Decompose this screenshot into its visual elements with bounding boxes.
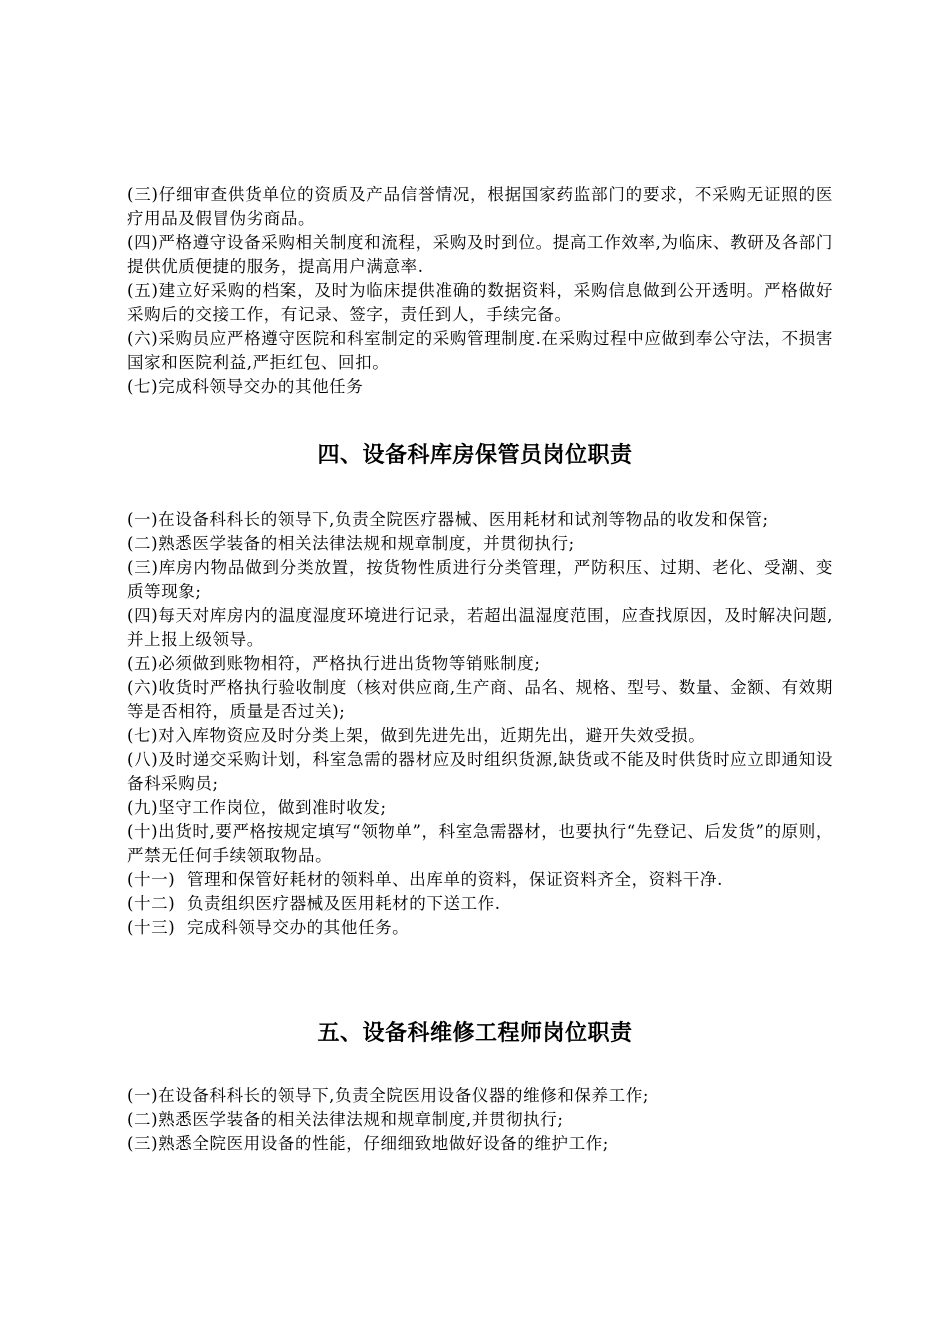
- warehouse-keeper-duties-list: [127, 508, 833, 940]
- duty-item: (七)完成科领导交办的其他任务: [127, 377, 364, 396]
- duty-item: (一)在设备科科长的领导下,负责全院医用设备仪器的维修和保养工作;: [127, 1086, 649, 1105]
- duty-item: (七)对入库物资应及时分类上架，做到先进先出，近期先出，避开失效受损。: [127, 726, 706, 745]
- duty-item: (十三) 完成科领导交办的其他任务。: [127, 918, 410, 937]
- duty-item: (四)每天对库房内的温度湿度环境进行记录，若超出温湿度范围，应查找原因，及时解决问题,并上报上级领导。: [127, 606, 833, 649]
- duty-item: (二)熟悉医学装备的相关法律法规和规章制度,并贯彻执行;: [127, 1110, 564, 1129]
- procurement-duties-list: [127, 183, 833, 399]
- duty-item: (四)严格遵守设备采购相关制度和流程，采购及时到位。提高工作效率,为临床、教研及各部门提供优质便捷的服务，提高用户满意率.: [127, 233, 833, 276]
- duty-item: (一)在设备科科长的领导下,负责全院医疗器械、医用耗材和试剂等物品的收发和保管;: [127, 510, 769, 529]
- duty-item: (五)必须做到账物相符，严格执行进出货物等销账制度;: [127, 654, 541, 673]
- duty-item: (三)熟悉全院医用设备的性能，仔细细致地做好设备的维护工作;: [127, 1134, 609, 1153]
- duty-item: (十)出货时,要严格按规定填写“领物单”，科室急需器材，也要执行“先登记、后发货”的原则，严禁无任何手续领取物品。: [127, 822, 833, 865]
- section-heading-warehouse-keeper: 四、设备科库房保管员岗位职责: [317, 442, 633, 468]
- duty-item: (三)库房内物品做到分类放置，按货物性质进行分类管理，严防积压、过期、老化、受潮、变质等现象;: [127, 558, 833, 601]
- section-heading-maintenance-engineer: 五、设备科维修工程师岗位职责: [317, 1020, 633, 1046]
- duty-item: (六)收货时严格执行验收制度（核对供应商,生产商、品名、规格、型号、数量、金额、有效期等是否相符，质量是否过关);: [127, 678, 833, 721]
- duty-item: (十二) 负责组织医疗器械及医用耗材的下送工作.: [127, 894, 501, 913]
- duty-item: (二)熟悉医学装备的相关法律法规和规章制度，并贯彻执行;: [127, 534, 575, 553]
- duty-item: (五)建立好采购的档案，及时为临床提供准确的数据资料，采购信息做到公开透明。严格做好采购后的交接工作，有记录、签字，责任到人，手续完备。: [127, 281, 833, 324]
- duty-item: (九)坚守工作岗位，做到准时收发;: [127, 798, 387, 817]
- duty-item: (三)仔细审查供货单位的资质及产品信誉情况，根据国家药监部门的要求，不采购无证照的医疗用品及假冒伪劣商品。: [127, 185, 833, 228]
- duty-item: (十一) 管理和保管好耗材的领料单、出库单的资料，保证资料齐全，资料干净.: [127, 870, 723, 889]
- duty-item: (八)及时递交采购计划，科室急需的器材应及时组织货源,缺货或不能及时供货时应立即通知设备科采购员;: [127, 750, 833, 793]
- maintenance-engineer-duties-list: [127, 1084, 833, 1156]
- duty-item: (六)采购员应严格遵守医院和科室制定的采购管理制度.在采购过程中应做到奉公守法，不损害国家和医院利益,严拒红包、回扣。: [127, 329, 833, 372]
